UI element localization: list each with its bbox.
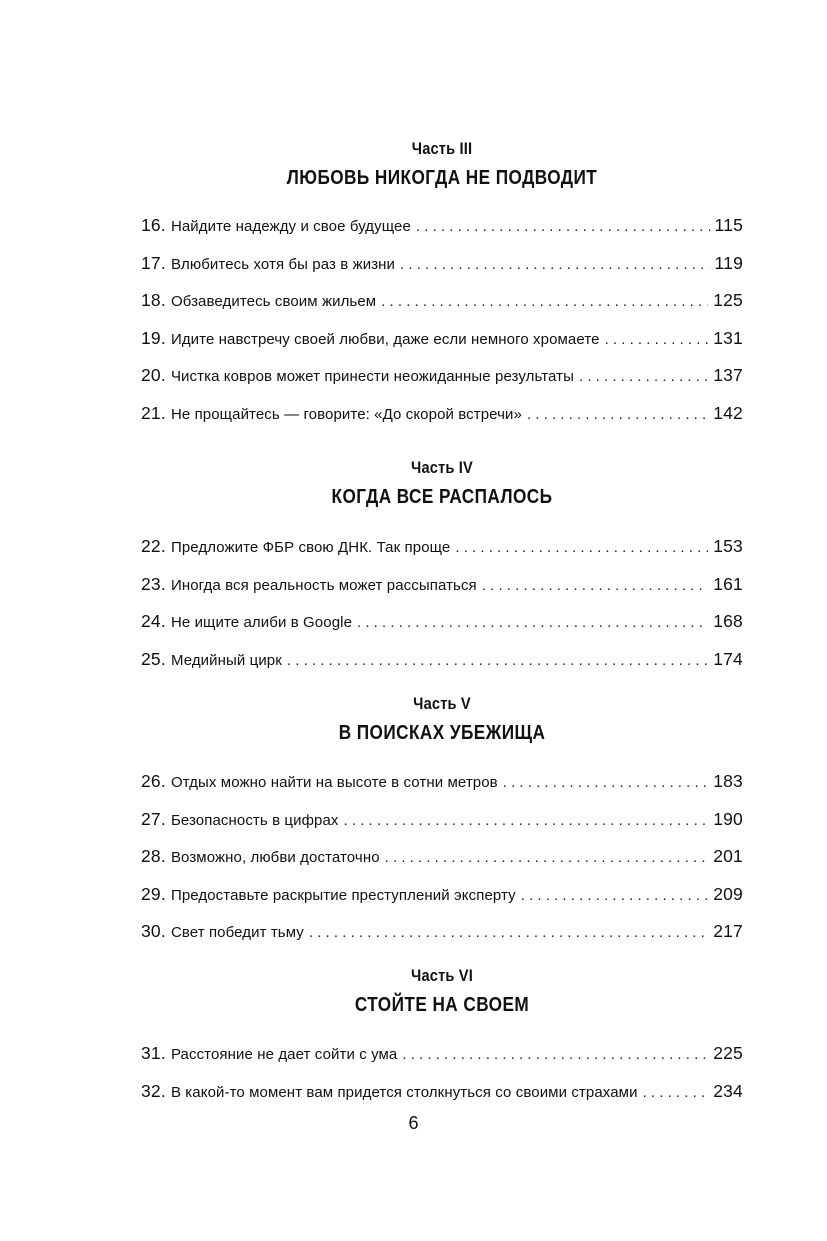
entry-number: 24. bbox=[141, 611, 166, 631]
dot-leader bbox=[605, 328, 709, 352]
entry-page: 115 bbox=[714, 215, 743, 235]
entry-title: Влюбитесь хотя бы раз в жизни bbox=[170, 255, 396, 273]
entry-number: 25. bbox=[141, 648, 166, 669]
entry-title: Не ищите алиби в Google bbox=[170, 614, 353, 631]
dot-leader bbox=[503, 771, 708, 795]
entry-page: 225 bbox=[713, 1043, 743, 1063]
dot-leader bbox=[402, 1043, 708, 1067]
toc-entry[interactable] bbox=[141, 844, 743, 882]
entry-page: 183 bbox=[713, 771, 743, 791]
toc-entry[interactable] bbox=[141, 572, 743, 610]
entry-number: 18. bbox=[141, 290, 166, 310]
dot-leader bbox=[309, 921, 708, 945]
entry-title: Медийный цирк bbox=[170, 651, 282, 669]
entry-page: 217 bbox=[713, 921, 743, 941]
dot-leader bbox=[385, 846, 709, 870]
entry-title: В какой-то момент вам придется столкнуться со своими страхами bbox=[170, 1083, 638, 1101]
dot-leader bbox=[344, 809, 709, 833]
part-4 bbox=[141, 457, 743, 684]
entry-title: Чистка ковров может принести неожиданные результаты bbox=[170, 368, 574, 385]
part-label: Часть III bbox=[411, 139, 473, 158]
part-title: В ПОИСКАХ УБЕЖИЩА bbox=[338, 722, 546, 744]
toc-entry[interactable] bbox=[141, 363, 743, 401]
entry-number: 27. bbox=[141, 808, 166, 829]
dot-leader bbox=[482, 574, 708, 598]
part-5 bbox=[141, 693, 743, 957]
dot-leader bbox=[287, 649, 708, 673]
entry-number: 21. bbox=[141, 402, 166, 423]
dot-leader bbox=[416, 215, 710, 239]
entry-title: Предложите ФБР свою ДНК. Так проще bbox=[170, 539, 451, 556]
entry-number: 28. bbox=[141, 846, 166, 866]
entry-title: Не прощайтесь — говорите: «До скорой встречи» bbox=[170, 405, 522, 423]
entry-number: 22. bbox=[141, 536, 166, 556]
dot-leader bbox=[521, 884, 708, 908]
part-title: ЛЮБОВЬ НИКОГДА НЕ ПОДВОДИТ bbox=[286, 167, 598, 189]
entry-title: Обзаведитесь своим жильем bbox=[170, 293, 377, 310]
entry-page: 125 bbox=[713, 290, 743, 310]
entry-page: 234 bbox=[713, 1080, 743, 1101]
entry-number: 20. bbox=[141, 365, 166, 385]
entry-page: 190 bbox=[713, 808, 743, 829]
entry-number: 23. bbox=[141, 573, 166, 594]
toc-entry[interactable] bbox=[141, 288, 743, 326]
toc-entry[interactable] bbox=[141, 1079, 743, 1117]
toc-entry[interactable] bbox=[141, 213, 743, 251]
dot-leader bbox=[643, 1081, 709, 1105]
page-number: 6 bbox=[408, 1113, 419, 1133]
toc-entry[interactable] bbox=[141, 1041, 743, 1079]
entry-page: 161 bbox=[713, 573, 743, 594]
entry-title: Предоставьте раскрытие преступлений эксперту bbox=[170, 886, 516, 904]
part-6 bbox=[141, 965, 743, 1116]
entry-title: Идите навстречу своей любви, даже если немного хромаете bbox=[170, 330, 600, 348]
entry-title: Расстояние не дает сойти с ума bbox=[170, 1046, 398, 1063]
entry-page: 168 bbox=[713, 611, 743, 631]
toc-entry[interactable] bbox=[141, 251, 743, 289]
toc-entry[interactable] bbox=[141, 534, 743, 572]
entry-page: 209 bbox=[713, 883, 743, 904]
entry-page: 153 bbox=[713, 536, 743, 556]
part-3 bbox=[141, 138, 743, 438]
dot-leader bbox=[400, 253, 709, 277]
dot-leader bbox=[381, 290, 708, 314]
toc-entry[interactable] bbox=[141, 769, 743, 807]
entry-number: 31. bbox=[141, 1043, 166, 1063]
entry-title: Свет победит тьму bbox=[170, 924, 304, 941]
entry-number: 19. bbox=[141, 327, 166, 348]
entry-page: 174 bbox=[713, 648, 743, 669]
part-title: КОГДА ВСЕ РАСПАЛОСЬ bbox=[331, 486, 553, 508]
dot-leader bbox=[579, 365, 708, 389]
entry-number: 16. bbox=[141, 215, 166, 235]
entry-page: 142 bbox=[713, 402, 743, 423]
entry-title: Найдите надежду и свое будущее bbox=[170, 218, 411, 235]
toc-entry[interactable] bbox=[141, 326, 743, 364]
toc-entry[interactable] bbox=[141, 807, 743, 845]
part-label: Часть VI bbox=[411, 966, 473, 985]
entry-page: 131 bbox=[713, 327, 743, 348]
entry-number: 26. bbox=[141, 771, 166, 791]
toc-entry[interactable] bbox=[141, 647, 743, 685]
entry-title: Возможно, любви достаточно bbox=[170, 849, 380, 866]
entry-page: 201 bbox=[713, 846, 743, 866]
entry-number: 32. bbox=[141, 1080, 166, 1101]
entry-page: 137 bbox=[713, 365, 743, 385]
entry-number: 29. bbox=[141, 883, 166, 904]
toc-entry[interactable] bbox=[141, 882, 743, 920]
entry-number: 30. bbox=[141, 921, 166, 941]
part-label: Часть IV bbox=[411, 458, 473, 477]
dot-leader bbox=[527, 403, 708, 427]
dot-leader bbox=[455, 536, 708, 560]
dot-leader bbox=[357, 611, 708, 635]
toc-entry[interactable] bbox=[141, 401, 743, 439]
toc-entry[interactable] bbox=[141, 919, 743, 957]
part-title: СТОЙТЕ НА СВОЕМ bbox=[354, 994, 530, 1016]
entry-page: 119 bbox=[714, 252, 743, 273]
entry-title: Иногда вся реальность может рассыпаться bbox=[170, 576, 477, 594]
entry-number: 17. bbox=[141, 252, 166, 273]
entry-title: Безопасность в цифрах bbox=[170, 811, 339, 829]
part-label: Часть V bbox=[413, 694, 471, 713]
toc-entry[interactable] bbox=[141, 609, 743, 647]
entry-title: Отдых можно найти на высоте в сотни метров bbox=[170, 774, 498, 791]
